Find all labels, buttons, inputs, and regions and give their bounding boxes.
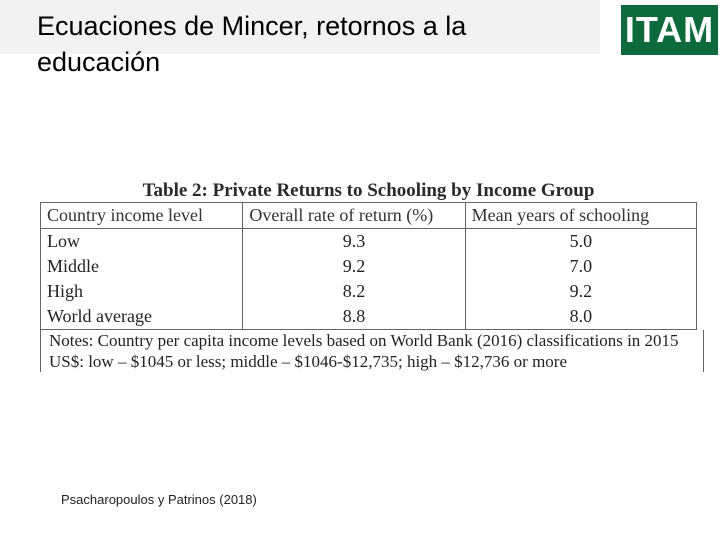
table-header-row xyxy=(41,203,697,229)
cell-years-of-schooling: 5.0 xyxy=(465,229,696,255)
returns-table-figure xyxy=(40,178,697,372)
cell-rate-of-return: 8.2 xyxy=(243,279,465,304)
column-header-rate-of-return: Overall rate of return (%) xyxy=(243,203,465,229)
source-citation: Psacharopoulos y Patrinos (2018) xyxy=(61,492,257,507)
table-row xyxy=(41,254,697,279)
column-header-income-level: Country income level xyxy=(41,203,243,229)
itam-logo-text: ITAM xyxy=(624,9,715,50)
table-row xyxy=(41,304,697,330)
cell-income-level: Low xyxy=(41,229,243,255)
itam-logo xyxy=(621,5,718,55)
cell-rate-of-return: 8.8 xyxy=(243,304,465,330)
table-row xyxy=(41,279,697,304)
returns-table xyxy=(40,202,697,330)
cell-income-level: High xyxy=(41,279,243,304)
cell-rate-of-return: 9.2 xyxy=(243,254,465,279)
table-caption: Table 2: Private Returns to Schooling by Income Group xyxy=(142,180,595,201)
cell-years-of-schooling: 8.0 xyxy=(465,304,696,330)
cell-income-level: Middle xyxy=(41,254,243,279)
table-notes: Notes: Country per capita income levels based on World Bank (2016) classifications in 2015 US$: low – $1045 or less; middle – $1046-$12,735; high – $12,736 or more xyxy=(40,330,704,372)
cell-income-level: World average xyxy=(41,304,243,330)
table-row xyxy=(41,229,697,255)
cell-rate-of-return: 9.3 xyxy=(243,229,465,255)
cell-years-of-schooling: 9.2 xyxy=(465,279,696,304)
column-header-years-of-schooling: Mean years of schooling xyxy=(465,203,696,229)
cell-years-of-schooling: 7.0 xyxy=(465,254,696,279)
slide-title: Ecuaciones de Mincer, retornos a la educación xyxy=(37,11,467,77)
